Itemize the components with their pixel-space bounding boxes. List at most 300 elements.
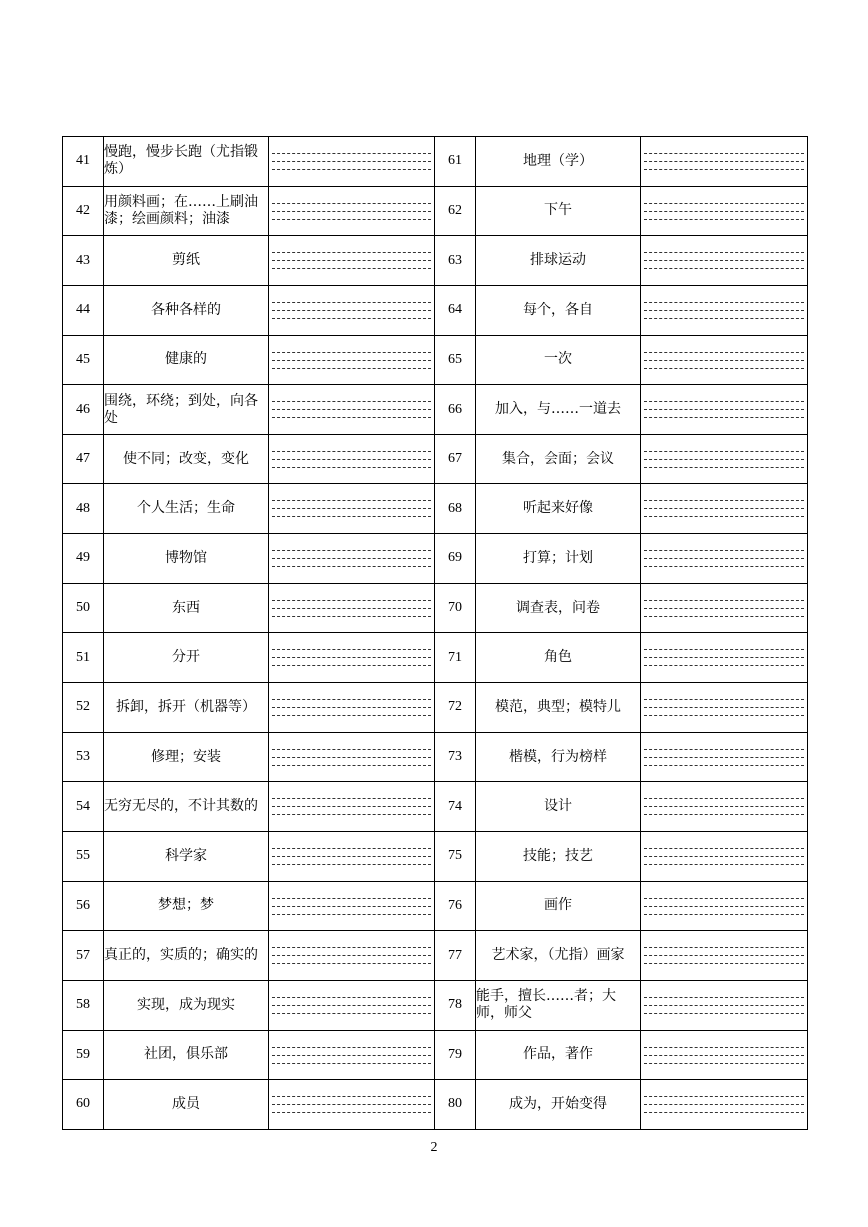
dashed-writing-line [272, 219, 431, 220]
chinese-meaning: 博物馆 [104, 534, 269, 584]
dashed-writing-line [272, 409, 431, 410]
dashed-writing-line [644, 360, 804, 361]
dashed-writing-line [644, 1104, 804, 1105]
item-number: 53 [63, 732, 104, 782]
dashed-writing-line [644, 252, 804, 253]
answer-blank[interactable] [269, 434, 435, 484]
writing-lines [644, 336, 804, 385]
answer-blank[interactable] [641, 732, 808, 782]
item-number: 43 [63, 236, 104, 286]
answer-blank[interactable] [269, 534, 435, 584]
chinese-meaning: 实现，成为现实 [104, 980, 269, 1030]
table-row [63, 583, 808, 633]
chinese-meaning: 成为，开始变得 [476, 1080, 641, 1130]
dashed-writing-line [272, 260, 431, 261]
chinese-meaning: 无穷无尽的，不计其数的 [104, 782, 269, 832]
chinese-meaning: 模范，典型；模特儿 [476, 683, 641, 733]
dashed-writing-line [644, 1005, 804, 1006]
answer-blank[interactable] [269, 236, 435, 286]
dashed-writing-line [644, 566, 804, 567]
dashed-writing-line [644, 1055, 804, 1056]
dashed-writing-line [272, 1096, 431, 1097]
dashed-writing-line [644, 516, 804, 517]
chinese-meaning: 拆卸，拆开（机器等） [104, 683, 269, 733]
dashed-writing-line [644, 649, 804, 650]
dashed-writing-line [272, 914, 431, 915]
answer-blank[interactable] [269, 980, 435, 1030]
chinese-meaning: 画作 [476, 881, 641, 931]
dashed-writing-line [272, 467, 431, 468]
answer-blank[interactable] [269, 1080, 435, 1130]
dashed-writing-line [272, 997, 431, 998]
item-number: 44 [63, 285, 104, 335]
dashed-writing-line [272, 302, 431, 303]
chinese-meaning: 围绕，环绕；到处，向各处 [104, 385, 269, 435]
dashed-writing-line [644, 707, 804, 708]
answer-blank[interactable] [641, 186, 808, 236]
writing-lines [644, 137, 804, 186]
dashed-writing-line [272, 898, 431, 899]
dashed-writing-line [644, 798, 804, 799]
writing-lines [272, 236, 431, 285]
dashed-writing-line [272, 417, 431, 418]
dashed-writing-line [272, 516, 431, 517]
dashed-writing-line [644, 203, 804, 204]
answer-blank[interactable] [269, 683, 435, 733]
dashed-writing-line [644, 318, 804, 319]
writing-lines [272, 336, 431, 385]
item-number: 55 [63, 831, 104, 881]
dashed-writing-line [272, 665, 431, 666]
writing-lines [272, 534, 431, 583]
writing-lines [644, 236, 804, 285]
item-number: 65 [435, 335, 476, 385]
chinese-meaning: 下午 [476, 186, 641, 236]
item-number: 60 [63, 1080, 104, 1130]
chinese-meaning: 排球运动 [476, 236, 641, 286]
dashed-writing-line [272, 814, 431, 815]
answer-blank[interactable] [641, 583, 808, 633]
table-row [63, 285, 808, 335]
writing-lines [644, 1080, 804, 1129]
answer-blank[interactable] [269, 1030, 435, 1080]
dashed-writing-line [644, 169, 804, 170]
answer-blank[interactable] [269, 633, 435, 683]
item-number: 45 [63, 335, 104, 385]
writing-lines [272, 435, 431, 484]
item-number: 47 [63, 434, 104, 484]
dashed-writing-line [272, 657, 431, 658]
answer-blank[interactable] [641, 385, 808, 435]
dashed-writing-line [272, 649, 431, 650]
table-row [63, 534, 808, 584]
dashed-writing-line [644, 963, 804, 964]
chinese-meaning: 设计 [476, 782, 641, 832]
dashed-writing-line [644, 616, 804, 617]
answer-blank[interactable] [641, 683, 808, 733]
dashed-writing-line [644, 500, 804, 501]
table-row [63, 1030, 808, 1080]
dashed-writing-line [272, 616, 431, 617]
dashed-writing-line [272, 1013, 431, 1014]
table-row [63, 732, 808, 782]
writing-lines [644, 484, 804, 533]
table-row [63, 931, 808, 981]
dashed-writing-line [272, 608, 431, 609]
answer-blank[interactable] [641, 782, 808, 832]
item-number: 48 [63, 484, 104, 534]
answer-blank[interactable] [641, 881, 808, 931]
dashed-writing-line [644, 1013, 804, 1014]
dashed-writing-line [272, 558, 431, 559]
dashed-writing-line [644, 600, 804, 601]
answer-blank[interactable] [641, 484, 808, 534]
writing-lines [644, 286, 804, 335]
dashed-writing-line [644, 657, 804, 658]
writing-lines [272, 286, 431, 335]
answer-blank[interactable] [641, 980, 808, 1030]
item-number: 56 [63, 881, 104, 931]
table-row [63, 186, 808, 236]
dashed-writing-line [644, 260, 804, 261]
writing-lines [644, 882, 804, 931]
dashed-writing-line [272, 798, 431, 799]
chinese-meaning: 用颜料画；在……上刷油漆；绘画颜料；油漆 [104, 186, 269, 236]
chinese-meaning: 听起来好像 [476, 484, 641, 534]
dashed-writing-line [644, 997, 804, 998]
dashed-writing-line [272, 715, 431, 716]
item-number: 57 [63, 931, 104, 981]
writing-lines [272, 484, 431, 533]
dashed-writing-line [644, 749, 804, 750]
dashed-writing-line [272, 211, 431, 212]
item-number: 64 [435, 285, 476, 335]
dashed-writing-line [272, 699, 431, 700]
chinese-meaning: 能手，擅长……者；大师，师父 [476, 980, 641, 1030]
dashed-writing-line [272, 268, 431, 269]
table-row [63, 434, 808, 484]
writing-lines [272, 187, 431, 236]
answer-blank[interactable] [269, 285, 435, 335]
dashed-writing-line [272, 848, 431, 849]
dashed-writing-line [644, 451, 804, 452]
dashed-writing-line [272, 368, 431, 369]
dashed-writing-line [272, 1063, 431, 1064]
chinese-meaning: 角色 [476, 633, 641, 683]
chinese-meaning: 加入，与……一道去 [476, 385, 641, 435]
dashed-writing-line [644, 508, 804, 509]
answer-blank[interactable] [641, 931, 808, 981]
writing-lines [644, 187, 804, 236]
dashed-writing-line [644, 608, 804, 609]
dashed-writing-line [272, 203, 431, 204]
writing-lines [272, 385, 431, 434]
item-number: 50 [63, 583, 104, 633]
dashed-writing-line [644, 1096, 804, 1097]
dashed-writing-line [644, 1063, 804, 1064]
item-number: 61 [435, 137, 476, 187]
writing-lines [272, 683, 431, 732]
dashed-writing-line [272, 1104, 431, 1105]
answer-blank[interactable] [269, 484, 435, 534]
item-number: 52 [63, 683, 104, 733]
chinese-meaning: 地理（学） [476, 137, 641, 187]
table-row [63, 683, 808, 733]
table-row [63, 385, 808, 435]
dashed-writing-line [272, 401, 431, 402]
dashed-writing-line [272, 906, 431, 907]
dashed-writing-line [644, 898, 804, 899]
chinese-meaning: 作品，著作 [476, 1030, 641, 1080]
table-row [63, 236, 808, 286]
chinese-meaning: 东西 [104, 583, 269, 633]
page-number: 2 [430, 1140, 438, 1155]
item-number: 62 [435, 186, 476, 236]
dashed-writing-line [644, 947, 804, 948]
dashed-writing-line [644, 906, 804, 907]
dashed-writing-line [272, 500, 431, 501]
dashed-writing-line [644, 757, 804, 758]
table-row [63, 881, 808, 931]
dashed-writing-line [272, 451, 431, 452]
chinese-meaning: 艺术家，（尤指）画家 [476, 931, 641, 981]
dashed-writing-line [272, 806, 431, 807]
dashed-writing-line [272, 360, 431, 361]
writing-lines [644, 782, 804, 831]
dashed-writing-line [272, 856, 431, 857]
chinese-meaning: 集合，会面；会议 [476, 434, 641, 484]
dashed-writing-line [644, 558, 804, 559]
writing-lines [644, 584, 804, 633]
writing-lines [644, 981, 804, 1030]
chinese-meaning: 梦想；梦 [104, 881, 269, 931]
answer-blank[interactable] [641, 1080, 808, 1130]
answer-blank[interactable] [641, 434, 808, 484]
chinese-meaning: 科学家 [104, 831, 269, 881]
answer-blank[interactable] [269, 881, 435, 931]
writing-lines [644, 633, 804, 682]
writing-lines [272, 1031, 431, 1080]
dashed-writing-line [644, 814, 804, 815]
dashed-writing-line [272, 1112, 431, 1113]
item-number: 63 [435, 236, 476, 286]
writing-lines [272, 782, 431, 831]
chinese-meaning: 修理；安装 [104, 732, 269, 782]
writing-lines [272, 882, 431, 931]
chinese-meaning: 打算；计划 [476, 534, 641, 584]
writing-lines [272, 633, 431, 682]
dashed-writing-line [272, 550, 431, 551]
dashed-writing-line [644, 401, 804, 402]
item-number: 42 [63, 186, 104, 236]
chinese-meaning: 真正的，实质的；确实的 [104, 931, 269, 981]
table-row [63, 831, 808, 881]
chinese-meaning: 每个，各自 [476, 285, 641, 335]
dashed-writing-line [272, 459, 431, 460]
dashed-writing-line [644, 417, 804, 418]
writing-lines [272, 1080, 431, 1129]
dashed-writing-line [272, 765, 431, 766]
dashed-writing-line [272, 707, 431, 708]
item-number: 69 [435, 534, 476, 584]
dashed-writing-line [644, 806, 804, 807]
dashed-writing-line [272, 1055, 431, 1056]
chinese-meaning: 健康的 [104, 335, 269, 385]
answer-blank[interactable] [269, 831, 435, 881]
writing-lines [272, 584, 431, 633]
writing-lines [644, 733, 804, 782]
item-number: 66 [435, 385, 476, 435]
item-number: 71 [435, 633, 476, 683]
item-number: 41 [63, 137, 104, 187]
dashed-writing-line [272, 1005, 431, 1006]
dashed-writing-line [644, 211, 804, 212]
dashed-writing-line [272, 169, 431, 170]
table-row [63, 137, 808, 187]
dashed-writing-line [272, 947, 431, 948]
chinese-meaning: 分开 [104, 633, 269, 683]
item-number: 77 [435, 931, 476, 981]
item-number: 46 [63, 385, 104, 435]
dashed-writing-line [272, 310, 431, 311]
item-number: 68 [435, 484, 476, 534]
item-number: 54 [63, 782, 104, 832]
dashed-writing-line [644, 1047, 804, 1048]
dashed-writing-line [644, 467, 804, 468]
answer-blank[interactable] [641, 285, 808, 335]
dashed-writing-line [644, 310, 804, 311]
answer-blank[interactable] [269, 186, 435, 236]
item-number: 74 [435, 782, 476, 832]
vocabulary-table [62, 136, 808, 1130]
chinese-meaning: 技能；技艺 [476, 831, 641, 881]
dashed-writing-line [272, 963, 431, 964]
dashed-writing-line [644, 550, 804, 551]
dashed-writing-line [644, 268, 804, 269]
vocabulary-table-body [63, 137, 808, 1130]
dashed-writing-line [644, 914, 804, 915]
dashed-writing-line [644, 459, 804, 460]
answer-blank[interactable] [269, 931, 435, 981]
dashed-writing-line [644, 765, 804, 766]
item-number: 72 [435, 683, 476, 733]
item-number: 76 [435, 881, 476, 931]
dashed-writing-line [644, 352, 804, 353]
chinese-meaning: 慢跑，慢步长跑（尤指锻炼） [104, 137, 269, 187]
item-number: 75 [435, 831, 476, 881]
chinese-meaning: 个人生活；生命 [104, 484, 269, 534]
chinese-meaning: 调查表，问卷 [476, 583, 641, 633]
dashed-writing-line [272, 352, 431, 353]
table-row [63, 484, 808, 534]
dashed-writing-line [644, 368, 804, 369]
dashed-writing-line [644, 302, 804, 303]
answer-blank[interactable] [641, 335, 808, 385]
answer-blank[interactable] [269, 137, 435, 187]
dashed-writing-line [272, 318, 431, 319]
writing-lines [644, 385, 804, 434]
writing-lines [644, 534, 804, 583]
table-row [63, 980, 808, 1030]
chinese-meaning: 各种各样的 [104, 285, 269, 335]
dashed-writing-line [272, 566, 431, 567]
writing-lines [644, 1031, 804, 1080]
answer-blank[interactable] [269, 583, 435, 633]
writing-lines [272, 733, 431, 782]
answer-blank[interactable] [641, 831, 808, 881]
answer-blank[interactable] [269, 335, 435, 385]
answer-blank[interactable] [269, 732, 435, 782]
writing-lines [644, 931, 804, 980]
dashed-writing-line [644, 856, 804, 857]
answer-blank[interactable] [641, 137, 808, 187]
item-number: 58 [63, 980, 104, 1030]
item-number: 78 [435, 980, 476, 1030]
item-number: 80 [435, 1080, 476, 1130]
dashed-writing-line [644, 409, 804, 410]
dashed-writing-line [272, 1047, 431, 1048]
dashed-writing-line [644, 153, 804, 154]
chinese-meaning: 剪纸 [104, 236, 269, 286]
answer-blank[interactable] [269, 782, 435, 832]
writing-lines [644, 435, 804, 484]
writing-lines [272, 137, 431, 186]
chinese-meaning: 楷模，行为榜样 [476, 732, 641, 782]
dashed-writing-line [272, 153, 431, 154]
item-number: 70 [435, 583, 476, 633]
chinese-meaning: 成员 [104, 1080, 269, 1130]
table-row [63, 1080, 808, 1130]
answer-blank[interactable] [641, 236, 808, 286]
dashed-writing-line [644, 864, 804, 865]
item-number: 51 [63, 633, 104, 683]
dashed-writing-line [272, 600, 431, 601]
chinese-meaning: 社团，俱乐部 [104, 1030, 269, 1080]
dashed-writing-line [272, 508, 431, 509]
dashed-writing-line [644, 1112, 804, 1113]
dashed-writing-line [272, 161, 431, 162]
item-number: 49 [63, 534, 104, 584]
dashed-writing-line [644, 219, 804, 220]
dashed-writing-line [644, 955, 804, 956]
writing-lines [272, 981, 431, 1030]
dashed-writing-line [644, 715, 804, 716]
answer-blank[interactable] [641, 633, 808, 683]
writing-lines [644, 832, 804, 881]
answer-blank[interactable] [641, 1030, 808, 1080]
chinese-meaning: 一次 [476, 335, 641, 385]
answer-blank[interactable] [641, 534, 808, 584]
answer-blank[interactable] [269, 385, 435, 435]
item-number: 73 [435, 732, 476, 782]
table-row [63, 335, 808, 385]
chinese-meaning: 使不同；改变，变化 [104, 434, 269, 484]
table-row [63, 782, 808, 832]
item-number: 59 [63, 1030, 104, 1080]
dashed-writing-line [272, 757, 431, 758]
dashed-writing-line [272, 864, 431, 865]
dashed-writing-line [272, 749, 431, 750]
item-number: 67 [435, 434, 476, 484]
table-row [63, 633, 808, 683]
writing-lines [272, 832, 431, 881]
writing-lines [644, 683, 804, 732]
dashed-writing-line [272, 955, 431, 956]
dashed-writing-line [644, 699, 804, 700]
writing-lines [272, 931, 431, 980]
item-number: 79 [435, 1030, 476, 1080]
dashed-writing-line [272, 252, 431, 253]
